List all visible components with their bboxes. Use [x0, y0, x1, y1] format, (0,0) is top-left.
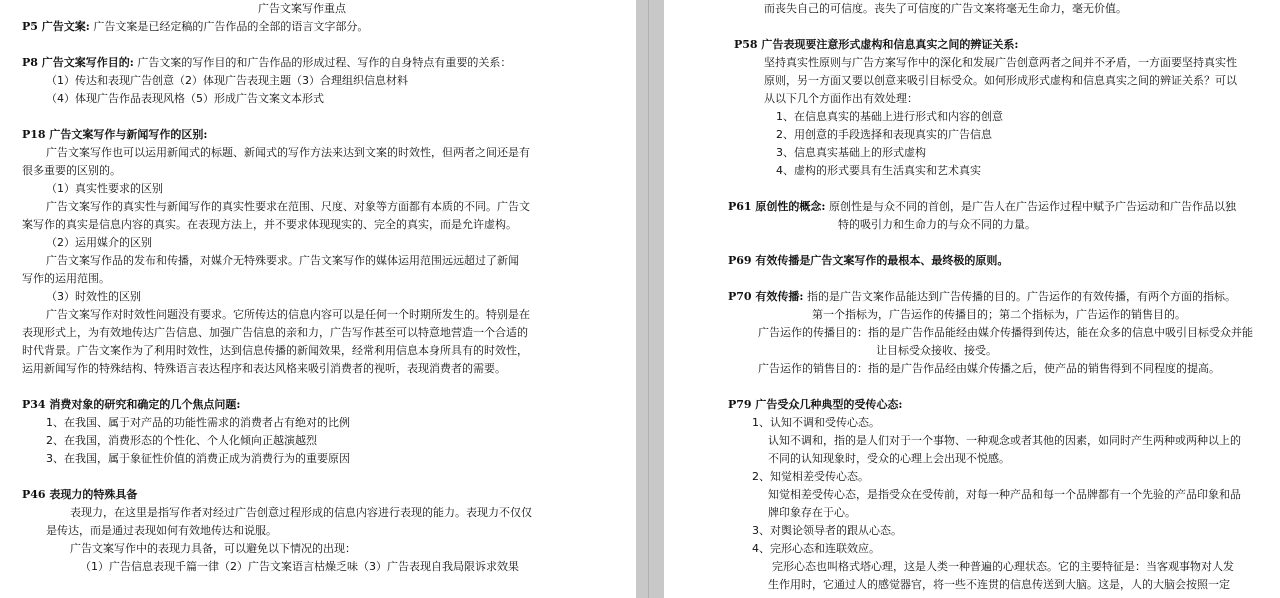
section-heading: P18 广告文案写作与新闻写作的区别:: [22, 128, 208, 141]
text-line: 很多重要的区别的。: [22, 164, 121, 177]
document-page-left: [0, 0, 636, 598]
text-line: 时代背景。广告文案作为了利用时效性，达到信息传播的新闻效果，经常利用信息本身所具有的时效性，: [22, 344, 528, 357]
text-line: （1）广告信息表现千篇一律（2）广告文案语言枯燥乏味（3）广告表现自我局限诉求效果: [80, 560, 519, 573]
section-heading: P34 消费对象的研究和确定的几个焦点问题:: [22, 398, 241, 411]
text-line: 牌印象存在于心。: [768, 506, 856, 519]
section-heading: P8 广告文案写作目的:: [22, 56, 134, 69]
text-line: 表现形式上，为有效地传达广告信息、加强广告信息的亲和力，广告写作甚至可以特意地营造一个合适的: [22, 326, 528, 339]
text-line: 认知不调和，指的是人们对于一个事物、一种观念或者其他的因素，如同时产生两种或两种以上的: [768, 434, 1241, 447]
text-line: 1、在信息真实的基础上进行形式和内容的创意: [776, 110, 1003, 123]
text-line: 而丧失自己的可信度。丧失了可信度的广告文案将毫无生命力，毫无价值。: [764, 2, 1127, 15]
section-text: 广告文案的写作目的和广告作品的形成过程、写作的自身特点有重要的关系：: [137, 56, 512, 69]
text-line: 案写作的真实是信息内容的真实。在表现方法上，并不要求体现现实的、完全的真实，而是允许虚构。: [22, 218, 517, 231]
text-line: 广告文案写作也可以运用新闻式的标题、新闻式的写作方法来达到文案的时效性，但两者之间还是有: [46, 146, 530, 159]
section-p61: [728, 198, 1236, 216]
text-line: 让目标受众接收、接受。: [876, 344, 997, 357]
text-line: 广告运作的销售目的：指的是广告作品经由媒介传播之后，使产品的销售得到不同程度的提高。: [758, 362, 1220, 375]
text-line: 从以下几个方面作出有效处理：: [764, 92, 918, 105]
text-line: 1、认知不调和受传心态。: [752, 416, 880, 429]
text-line: 广告文案写作的真实性与新闻写作的真实性要求在范围、尺度、对象等方面都有本质的不同。广告文: [46, 200, 530, 213]
text-line: 4、虚构的形式要具有生活真实和艺术真实: [776, 164, 981, 177]
section-p8: [22, 54, 511, 72]
text-line: （4）体现广告作品表现风格（5）形成广告文案文本形式: [46, 92, 324, 105]
text-line: 广告文案写作中的表现力具备，可以避免以下情况的出现：: [70, 542, 356, 555]
text-line: 4、完形心态和连联效应。: [752, 542, 880, 555]
text-line: 广告运作的传播目的：指的是广告作品能经由媒介传播得到传达，能在众多的信息中吸引目标受众并能: [758, 326, 1253, 339]
text-line: 表现力，在这里是指写作者对经过广告创意过程形成的信息内容进行表现的能力。表现力不仅仅: [70, 506, 532, 519]
text-line: 广告文案写作品的发布和传播，对媒介无特殊要求。广告文案写作的媒体运用范围远远超过了新闻: [46, 254, 519, 267]
text-line: 不同的认知现象时，受众的心理上会出现不悦感。: [768, 452, 1010, 465]
text-line: 是传达，而是通过表现如何有效地传达和说服。: [46, 524, 277, 537]
section-text: 广告文案是已经定稿的广告作品的全部的语言文字部分。: [93, 20, 369, 33]
section-heading: P79 广告受众几种典型的受传心态:: [728, 398, 903, 411]
page-divider: [648, 0, 649, 598]
text-line: 生作用时，它通过人的感觉器官，将一些不连贯的信息传送到大脑。这是，人的大脑会按照一定: [768, 578, 1230, 591]
text-line: 2、知觉相差受传心态。: [752, 470, 869, 483]
text-line: 3、信息真实基础上的形式虚构: [776, 146, 926, 159]
section-heading: P69 有效传播是广告文案写作的最根本、最终极的原则。: [728, 254, 1009, 267]
text-line: 完形心态也叫格式塔心理，这是人类一种普遍的心理状态。它的主要特征是：当客观事物对人发: [772, 560, 1234, 573]
text-line: （3）时效性的区别: [46, 290, 141, 303]
page-gap: [636, 0, 664, 598]
section-text: 指的是广告文案作品能达到广告传播的目的。广告运作的有效传播，有两个方面的指标。: [806, 290, 1236, 303]
section-heading: P58 广告表现要注意形式虚构和信息真实之间的辨证关系:: [734, 38, 1019, 51]
text-line: 广告文案写作对时效性问题没有要求。它所传达的信息内容可以是任何一个时期所发生的。特别是在: [46, 308, 530, 321]
text-line: 原则，另一方面又要以创意来吸引目标受众。如何形成形式虚构和信息真实之间的辨证关系？可以: [764, 74, 1237, 87]
text-line: 第一个指标为，广告运作的传播目的；第二个指标为，广告运作的销售目的。: [812, 308, 1186, 321]
section-text: 原创性是与众不同的首创，是广告人在广告运作过程中赋予广告运动和广告作品以独: [828, 200, 1236, 213]
document-page-right: [664, 0, 1280, 598]
text-line: 2、在我国，消费形态的个性化、个人化倾向正越演越烈: [46, 434, 317, 447]
text-line: 坚持真实性原则与广告方案写作中的深化和发展广告创意两者之间并不矛盾，一方面要坚持真实性: [764, 56, 1237, 69]
section-p70: [728, 288, 1236, 306]
section-heading: P46 表现力的特殊具备: [22, 488, 138, 501]
section-heading: P70 有效传播:: [728, 290, 804, 303]
text-line: 3、在我国，属于象征性价值的消费正成为消费行为的重要原因: [46, 452, 350, 465]
text-line: 3、对舆论领导者的跟从心态。: [752, 524, 902, 537]
section-heading: P5 广告文案:: [22, 20, 90, 33]
text-line: （1）真实性要求的区别: [46, 182, 163, 195]
text-line: （2）运用媒介的区别: [46, 236, 152, 249]
text-line: 1、在我国、属于对产品的功能性需求的消费者占有绝对的比例: [46, 416, 350, 429]
text-line: 2、用创意的手段选择和表现真实的广告信息: [776, 128, 992, 141]
text-line: 运用新闻写作的特殊结构、特殊语言表达程序和表达风格来吸引消费者的视听，表现消费者的需要。: [22, 362, 506, 375]
page-title: 广告文案写作重点: [258, 2, 346, 15]
text-line: （1）传达和表现广告创意（2）体现广告表现主题（3）合理组织信息材料: [46, 74, 408, 87]
text-line: 写作的运用范围。: [22, 272, 110, 285]
text-line: 知觉相差受传心态，是指受众在受传前，对每一种产品和每一个品牌都有一个先验的产品印象和品: [768, 488, 1241, 501]
section-p5: [22, 18, 368, 36]
text-line: 特的吸引力和生命力的与众不同的力量。: [838, 218, 1036, 231]
section-heading: P61 原创性的概念:: [728, 200, 826, 213]
